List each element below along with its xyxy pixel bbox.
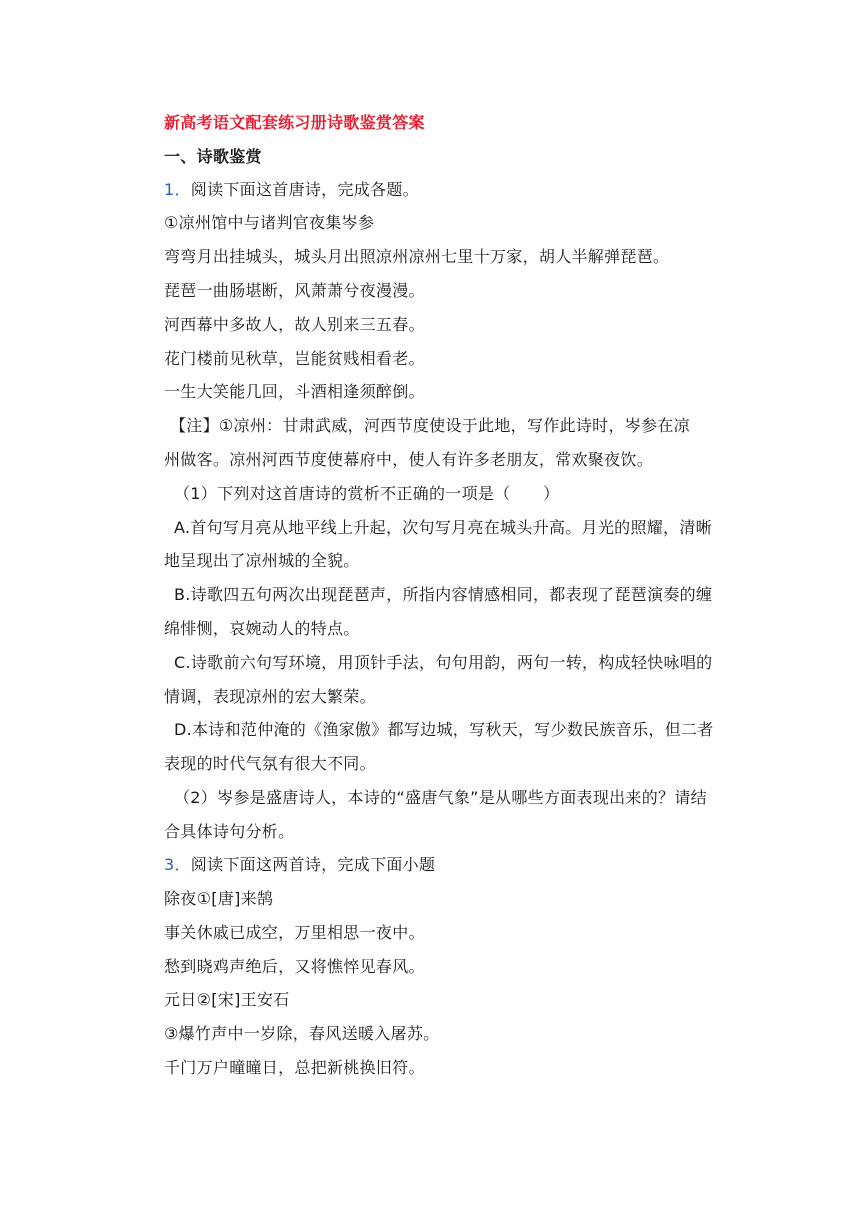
poem-line: 事关休戚已成空，万里相思一夜中。 [164,923,425,942]
poem-title: 元日②[宋]王安石 [164,990,290,1009]
document-title: 新高考语文配套练习册诗歌鉴赏答案 [164,113,425,132]
section-heading: 一、诗歌鉴赏 [164,147,262,166]
question-1-prompt [164,180,419,200]
poem-note: 【注】①凉州：甘肃武威，河西节度使设于此地，写作此诗时，岑参在凉 [170,416,690,435]
sub-question-1: （1）下列对这首唐诗的赏析不正确的一项是（ ） [174,484,560,503]
question-number: 1． [164,180,191,199]
option-b: B.诗歌四五句两次出现琵琶声，所指内容情感相同，都表现了琵琶演奏的缠 [174,585,713,604]
poem-line: 一生大笑能几回，斗酒相逢须醉倒。 [164,382,425,401]
option-a: A.首句写月亮从地平线上升起，次句写月亮在城头升高。月光的照耀，清晰 [174,518,712,537]
option-c: C.诗歌前六句写环境，用顶针手法，句句用韵，两句一转，构成轻快咏唱的 [174,653,713,672]
question-text: 阅读下面这首唐诗，完成各题。 [190,180,419,199]
poem-title: ①凉州馆中与诸判官夜集岑参 [164,213,375,232]
option-a-cont: 地呈现出了凉州城的全貌。 [164,551,360,570]
poem-line: 千门万户曈曈日，总把新桃换旧符。 [164,1058,425,1077]
sub-question-2: （2）岑参是盛唐诗人，本诗的“盛唐气象”是从哪些方面表现出来的？请结 [174,788,707,807]
poem-title: 除夜①[唐]来鹄 [164,889,274,908]
poem-line: 弯弯月出挂城头，城头月出照凉州凉州七里十万家，胡人半解弹琵琶。 [164,247,670,266]
poem-line: 愁到晓鸡声绝后，又将憔悴见春风。 [164,957,425,976]
poem-line: 琵琶一曲肠堪断，风萧萧兮夜漫漫。 [164,281,425,300]
option-b-cont: 绵悱恻，哀婉动人的特点。 [164,619,360,638]
sub-question-2-cont: 合具体诗句分析。 [164,822,295,841]
poem-note-cont: 州做客。凉州河西节度使幕府中，使人有许多老朋友，常欢聚夜饮。 [164,450,654,469]
poem-line: ③爆竹声中一岁除，春风送暖入屠苏。 [164,1024,440,1043]
question-text: 阅读下面这两首诗，完成下面小题 [190,855,436,874]
question-number: 3． [164,855,191,874]
option-d-cont: 表现的时代气氛有很大不同。 [164,754,376,773]
poem-line: 河西幕中多故人，故人别来三五春。 [164,315,425,334]
poem-line: 花门楼前见秋草，岂能贫贱相看老。 [164,349,425,368]
question-3-prompt [164,855,435,875]
option-d: D.本诗和范仲淹的《渔家傲》都写边城，写秋天，写少数民族音乐，但二者 [174,720,714,739]
option-c-cont: 情调，表现凉州的宏大繁荣。 [164,687,376,706]
